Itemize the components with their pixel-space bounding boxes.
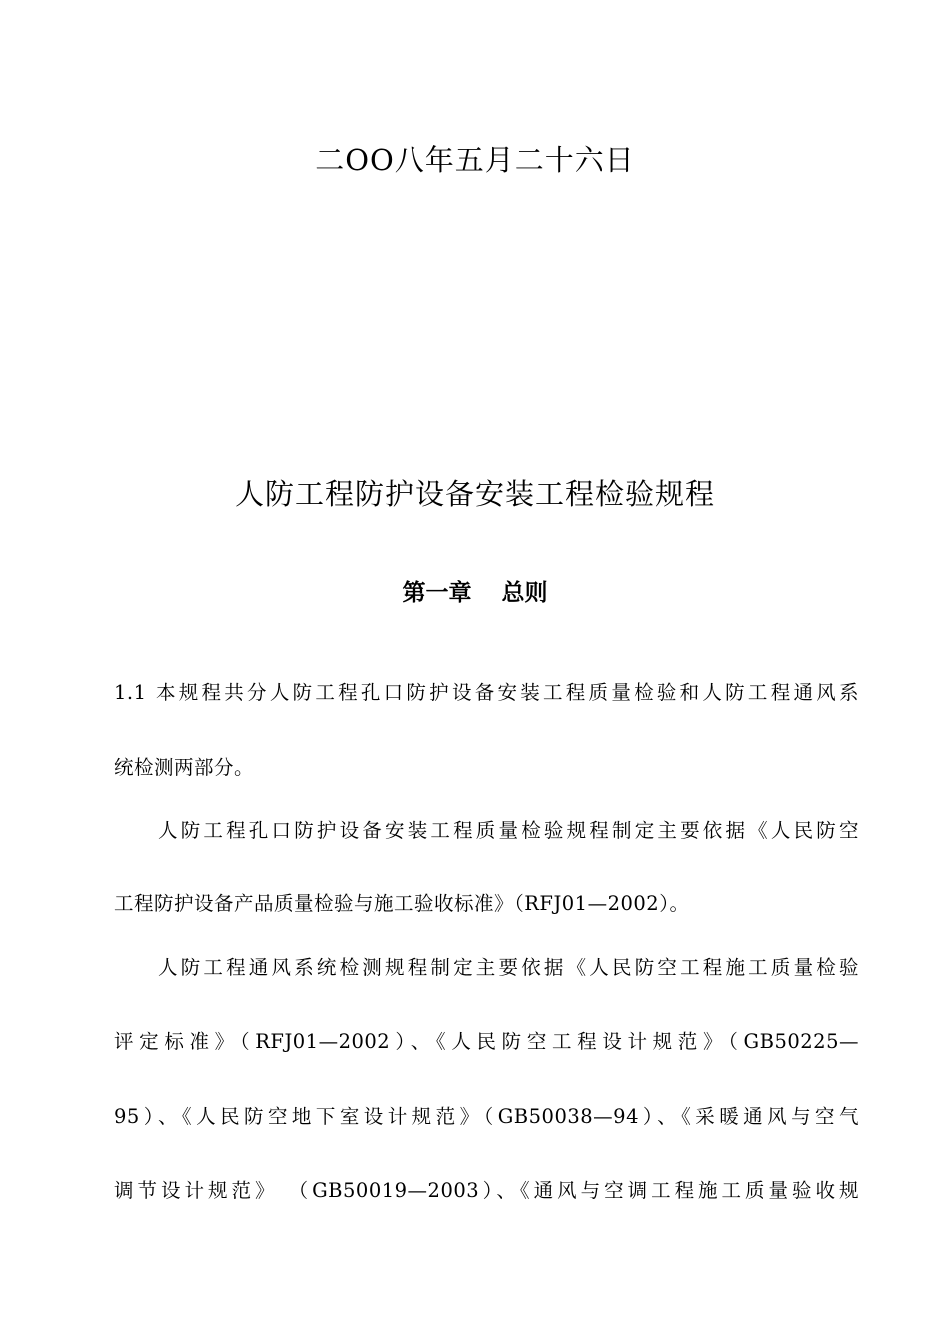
body-line-8: 调节设计规范》 （GB50019—2003）、《通风与空调工程施工质量验收规 (114, 1179, 859, 1202)
body-line-5: 人防工程通风系统检测规程制定主要依据《人民防空工程施工质量检验 (158, 956, 859, 979)
body-line-1: 1.1 本规程共分人防工程孔口防护设备安装工程质量检验和人防工程通风系 (114, 681, 859, 704)
body-line-6: 评定标准》（RFJ01—2002）、《人民防空工程设计规范》（GB50225— (114, 1030, 859, 1053)
chapter-name: 总则 (501, 580, 548, 606)
body-line-4: 工程防护设备产品质量检验与施工验收标准》（RFJ01—2002）。 (114, 892, 690, 915)
date-line: 二OO八年五月二十六日 (315, 143, 635, 177)
body-line-7: 95）、《人民防空地下室设计规范》（GB50038—94）、《采暖通风与空气 (114, 1105, 859, 1128)
document-title: 人防工程防护设备安装工程检验规程 (234, 477, 715, 511)
chapter-label: 第一章 (402, 580, 472, 606)
chapter-heading (0, 576, 950, 610)
body-line-2: 统检测两部分。 (114, 756, 255, 779)
body-line-3: 人防工程孔口防护设备安装工程质量检验规程制定主要依据《人民防空 (158, 819, 859, 842)
